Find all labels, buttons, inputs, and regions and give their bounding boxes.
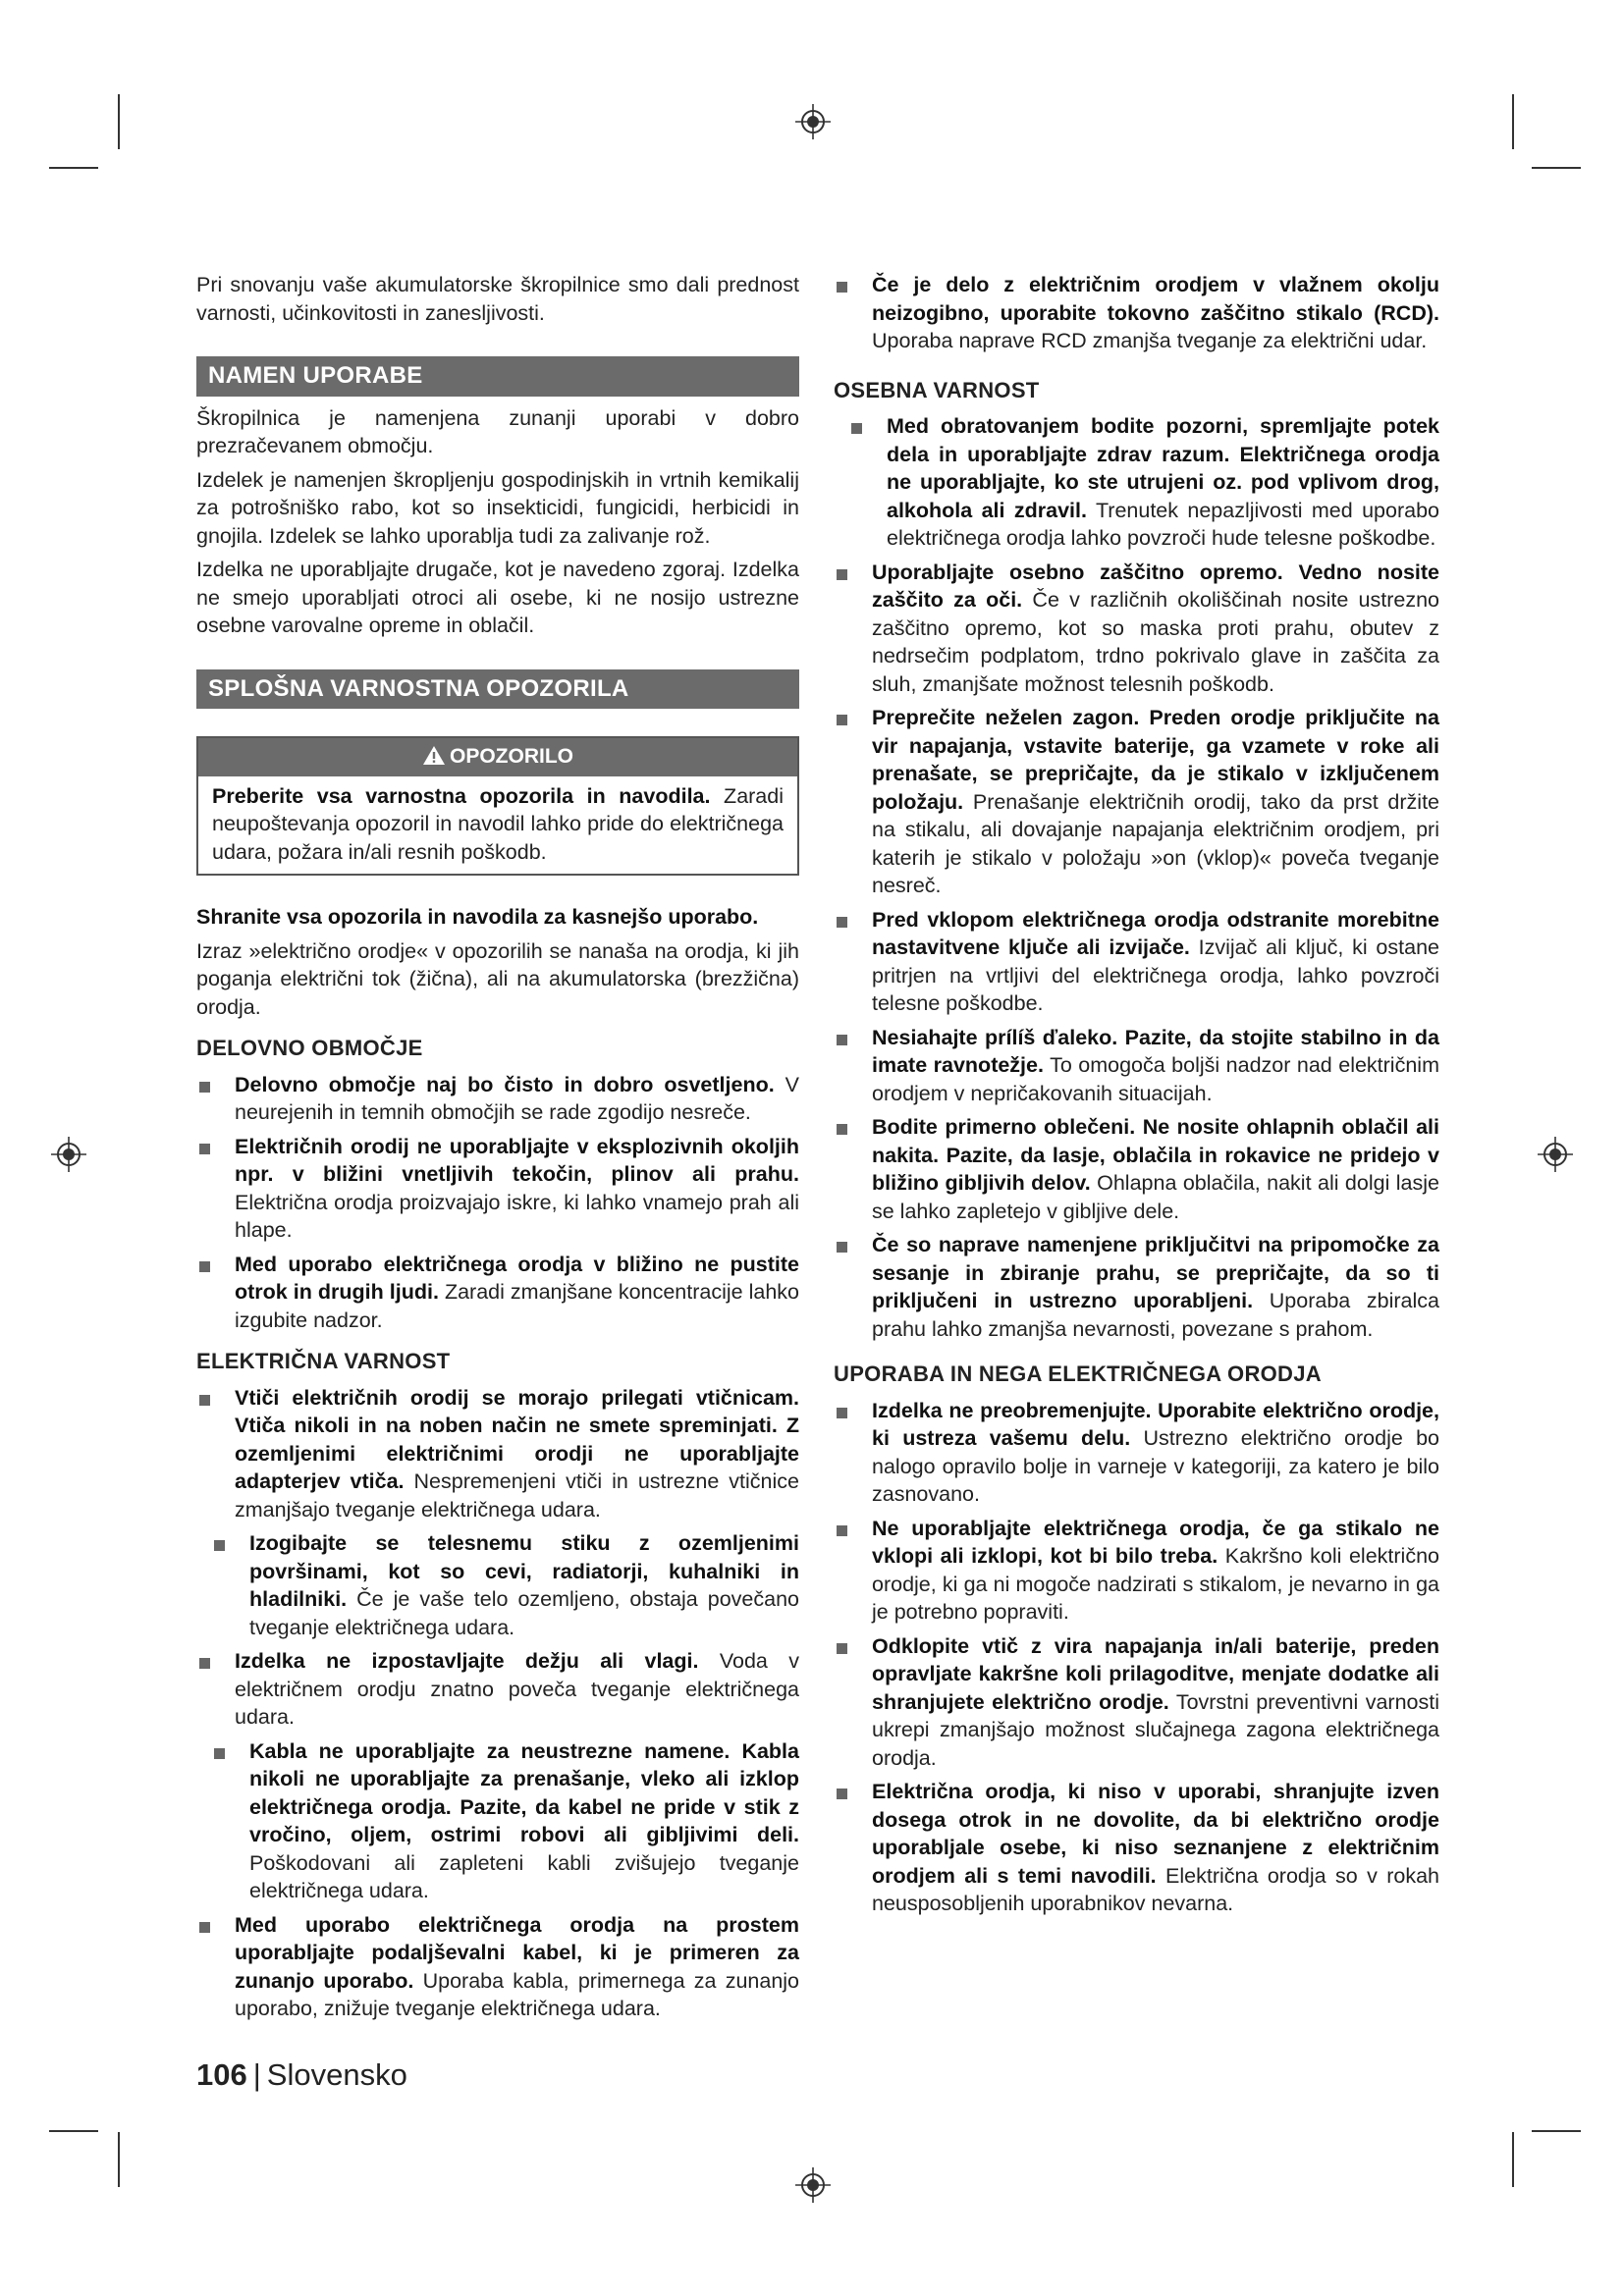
crop-mark	[1532, 167, 1581, 169]
crop-mark	[1512, 2132, 1514, 2187]
list-item: Izdelka ne izpostavljajte dežju ali vlagi. Voda v električnem orodju znatno poveča tveganje električnega udara.	[196, 1647, 799, 1732]
footer-separator: |	[252, 2057, 261, 2092]
list-item: Delovno območje naj bo čisto in dobro osvetljeno. V neurejenih in temnih območjih se rade zgodijo nesreče.	[196, 1071, 799, 1127]
list-item: Električnih orodij ne uporabljajte v eksplozivnih okoljih npr. v bližini vnetljivih tekočin, plinov ali prahu. Električna orodja proizvajajo iskre, ki lahko vnamejo prah ali hlape.	[196, 1133, 799, 1245]
list-item: Izdelka ne preobremenjujte. Uporabite električno orodje, ki ustreza vašemu delu. Ustrezno električno orodje bo nalogo opravilo bolje in varneje v kategoriji, za katero je bilo zasnovano.	[834, 1397, 1439, 1509]
uporaba-list	[834, 1397, 1439, 1918]
list-item: Nesiahajte prílíš ďaleko. Pazite, da stojite stabilno in da imate ravnotežje. To omogoča boljši nadzor nad električnim orodjem v nepričakovanih situacijah.	[834, 1024, 1439, 1108]
list-item: Med uporabo električnega orodja v bližino ne pustite otrok in drugih ljudi. Zaradi zmanjšane koncentracije lahko izgubite nadzor.	[196, 1251, 799, 1335]
shranite-heading: Shranite vsa opozorila in navodila za kasnejšo uporabo.	[196, 905, 759, 929]
list-item: Če je delo z električnim orodjem v vlažnem okolju neizogibno, uporabite tokovno zaščitno stikalo (RCD). Uporaba naprave RCD zmanjša tveganje za električni udar.	[834, 271, 1439, 355]
list-item: Vtiči električnih orodij se morajo prilegati vtičnicam. Vtiča nikoli in na noben način ne smete spreminjati. Z ozemljenimi električnimi orodji ne uporabljajte adapterjev vtiča. Nespremenjeni vtiči in ustrezne vtičnice zmanjšajo tveganje električnega udara.	[196, 1384, 799, 1524]
list-item: Bodite primerno oblečeni. Ne nosite ohlapnih oblačil ali nakita. Pazite, da lasje, oblačila in rokavice ne pridejo v bližino gibljivih delov. Ohlapna oblačila, nakit ali dolgi lasje se lahko zapletejo v gibljive dele.	[834, 1113, 1439, 1225]
warning-text: Zaradi neupoštevanja opozoril in navodil lahko pride do električnega udara, požara in/ali resnih poškodb.	[212, 783, 785, 864]
list-item: Med uporabo električnega orodja na prostem uporabljajte podaljševalni kabel, ki je primeren za zunanjo uporabo. Uporaba kabla, primernega za zunanjo uporabo, znižuje tveganje električnega udara.	[196, 1911, 799, 2023]
delovno-list	[196, 1071, 799, 1335]
list-item: Med obratovanjem bodite pozorni, spremljajte potek dela in uporabljajte zdrav razum. Električnega orodja ne uporabljajte, ko ste utrujeni oz. pod vplivom drog, alkohola ali zdravil. Trenutek nepazljivosti med uporabo električnega orodja lahko povzroči hude telesne poškodbe.	[834, 412, 1439, 553]
elektricna-list-cont	[834, 271, 1439, 355]
page-footer	[196, 2057, 407, 2093]
list-item: Kabla ne uporabljajte za neustrezne namene. Kabla nikoli ne uporabljajte za prenašanje, vleko ali izklop električnega orodja. Pazite, da kabel ne pride v stik z vročino, oljem, ostrimi robovi ali gibljivimi deli. Poškodovani ali zapleteni kabli zvišujejo tveganje električnega udara.	[196, 1737, 799, 1905]
warning-title: OPOZORILO	[450, 745, 573, 768]
left-column	[196, 271, 799, 2029]
right-column	[834, 271, 1439, 1924]
section-header-splosna: SPLOŠNA VARNOSTNA OPOZORILA	[196, 669, 799, 710]
intro-paragraph: Pri snovanju vaše akumulatorske škropilnice smo dali prednost varnosti, učinkovitosti in zanesljivosti.	[196, 273, 799, 325]
list-item: Ne uporabljajte električnega orodja, če ga stikalo ne vklopi ali izklopi, kot bi bilo treba. Kakršno koli električno orodje, ki ga ni mogoče nadzirati s stikalom, je nevarno in ga je potrebno popraviti.	[834, 1515, 1439, 1627]
section-header-namen: NAMEN UPORABE	[196, 356, 799, 397]
crop-mark	[118, 94, 120, 149]
namen-paragraph: Škropilnica je namenjena zunanji uporabi v dobro prezračevanem območju.	[196, 405, 799, 457]
list-item: Izogibajte se telesnemu stiku z ozemljenimi površinami, kot so cevi, radiatorji, kuhalniki in hladilniki. Če je vaše telo ozemljeno, obstaja povečano tveganje električnega udara.	[196, 1529, 799, 1641]
subsection-uporaba: UPORABA IN NEGA ELEKTRIČNEGA ORODJA	[834, 1362, 1322, 1386]
subsection-osebna: OSEBNA VARNOST	[834, 377, 1040, 402]
crop-mark	[49, 167, 98, 169]
namen-paragraph: Izdelka ne uporabljajte drugače, kot je navedeno zgoraj. Izdelka ne smejo uporabljati otroci ali osebe, ki ne nosijo ustrezne osebne varovalne opreme in oblačil.	[196, 558, 799, 637]
list-item: Pred vklopom električnega orodja odstranite morebitne nastavitvene ključe ali izvijače. Izvijač ali ključ, ki ostane pritrjen na vrtljivi del električnega orodja, lahko povzroči telesne poškodbe.	[834, 906, 1439, 1018]
subsection-delovno: DELOVNO OBMOČJE	[196, 1036, 423, 1060]
crop-mark	[1532, 2130, 1581, 2132]
subsection-elektricna: ELEKTRIČNA VARNOST	[196, 1349, 451, 1373]
izraz-paragraph: Izraz »električno orodje« v opozorilih se nanaša na orodja, ki jih poganja električni tok (žična), ali na akumulatorska (brezžična) orodja.	[196, 938, 799, 1019]
page-number: 106	[196, 2057, 247, 2092]
crop-mark	[118, 2132, 120, 2187]
warning-header	[198, 738, 797, 776]
osebna-list	[834, 412, 1439, 1343]
warning-box	[196, 736, 799, 876]
registration-mark-icon	[51, 1137, 86, 1172]
list-item: Če so naprave namenjene priključitvi na pripomočke za sesanje in zbiranje prahu, se prepričajte, da so ti priključeni in ustrezno uporabljeni. Uporaba zbiralca prahu lahko zmanjša nevarnosti, povezane s prahom.	[834, 1231, 1439, 1343]
warning-body	[198, 776, 797, 875]
crop-mark	[1512, 94, 1514, 149]
warning-triangle-icon	[422, 745, 446, 766]
list-item: Električna orodja, ki niso v uporabi, shranjujte izven dosega otrok in ne dovolite, da bi električno orodje uporabljale osebe, ki niso seznanjene z električnim orodjem ali s temi navodili. Električna orodja so v rokah neusposobljenih uporabnikov nevarna.	[834, 1778, 1439, 1918]
list-item: Odklopite vtič z vira napajanja in/ali baterije, preden opravljate kakršne koli prilagoditve, menjate dodatke ali shranjujete električno orodje. Tovrstni preventivni varnosti ukrepi zmanjšajo možnost slučajnega zagona električnega orodja.	[834, 1632, 1439, 1773]
list-item: Preprečite neželen zagon. Preden orodje priključite na vir napajanja, vstavite baterije, ga vzamete v roke ali prenašate, se prepričajte, da je stikalo v izključenem položaju. Prenašanje električnih orodij, tako da prst držite na stikalu, ali dovajanje napajanja električnim orodjem, pri katerih je stikalo v položaju »on (vklop)« poveča tveganje nesreč.	[834, 704, 1439, 900]
warning-bold: Preberite vsa varnostna opozorila in navodila.	[212, 783, 711, 808]
elektricna-list	[196, 1384, 799, 2023]
registration-mark-icon	[1538, 1137, 1573, 1172]
footer-language: Slovensko	[266, 2057, 407, 2092]
registration-mark-icon	[795, 2167, 831, 2203]
list-item: Uporabljajte osebno zaščitno opremo. Vedno nosite zaščito za oči. Če v različnih okoliščinah nosite ustrezno zaščitno opremo, kot so maska proti prahu, obutev z nedrsečim podplatom, trdno pokrivalo glave in zaščita za sluh, zmanjšate možnost telesnih poškodb.	[834, 559, 1439, 699]
crop-mark	[49, 2130, 98, 2132]
namen-paragraph: Izdelek je namenjen škropljenju gospodinjskih in vrtnih kemikalij za potrošniško rabo, kot so insekticidi, fungicidi, herbicidi in gnojila. Izdelek se lahko uporablja tudi za zalivanje rož.	[196, 467, 799, 548]
registration-mark-icon	[795, 104, 831, 139]
